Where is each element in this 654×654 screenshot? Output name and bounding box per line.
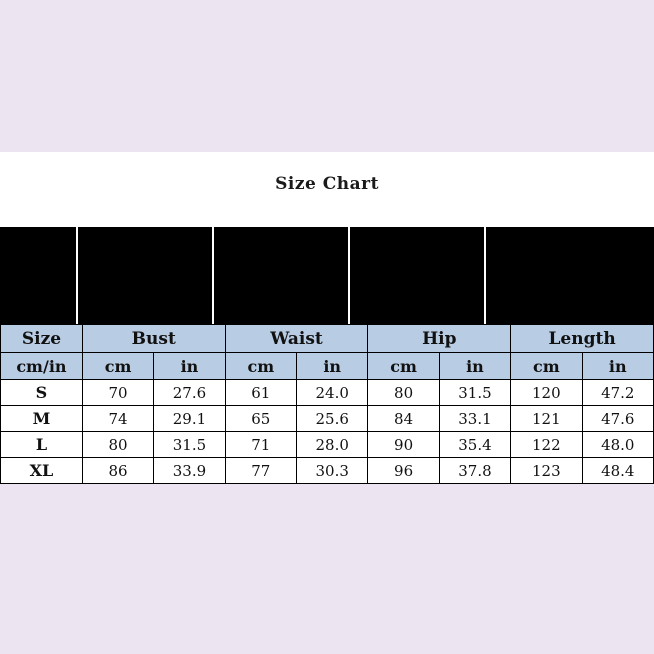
cell-hip-cm: 90 [368,432,439,458]
cell-hip-in: 37.8 [439,458,510,484]
cell-length-cm: 122 [511,432,582,458]
unit-bust-in: in [154,353,225,380]
cell-waist-in: 25.6 [297,406,368,432]
cell-length-cm: 121 [511,406,582,432]
unit-cmin: cm/in [1,353,83,380]
cell-waist-cm: 61 [225,380,296,406]
cell-waist-in: 28.0 [297,432,368,458]
cell-size: L [1,432,83,458]
unit-length-cm: cm [511,353,582,380]
cell-hip-in: 35.4 [439,432,510,458]
cell-waist-in: 24.0 [297,380,368,406]
cell-waist-cm: 77 [225,458,296,484]
table-row [1,380,654,406]
cell-bust-cm: 70 [82,380,153,406]
cell-waist-in: 30.3 [297,458,368,484]
unit-hip-in: in [439,353,510,380]
image-cell-5 [486,227,654,324]
cell-bust-in: 33.9 [154,458,225,484]
size-chart-block [0,152,654,484]
cell-size: S [1,380,83,406]
cell-bust-cm: 80 [82,432,153,458]
cell-waist-cm: 71 [225,432,296,458]
image-cell-3 [214,227,350,324]
cell-size: M [1,406,83,432]
title-area [0,152,654,227]
cell-length-cm: 120 [511,380,582,406]
size-table [0,324,654,484]
header-waist: Waist [225,325,368,353]
cell-hip-cm: 84 [368,406,439,432]
header-length: Length [511,325,654,353]
cell-length-cm: 123 [511,458,582,484]
cell-bust-cm: 86 [82,458,153,484]
unit-hip-cm: cm [368,353,439,380]
unit-bust-cm: cm [82,353,153,380]
table-unit-row [1,353,654,380]
table-row [1,406,654,432]
cell-hip-in: 31.5 [439,380,510,406]
cell-hip-cm: 80 [368,380,439,406]
unit-waist-in: in [297,353,368,380]
cell-length-in: 48.4 [582,458,653,484]
cell-bust-in: 27.6 [154,380,225,406]
cell-bust-in: 29.1 [154,406,225,432]
table-row [1,458,654,484]
table-row [1,432,654,458]
header-hip: Hip [368,325,511,353]
product-image-band [0,227,654,324]
cell-waist-cm: 65 [225,406,296,432]
image-cell-2 [78,227,214,324]
image-cell-4 [350,227,486,324]
image-cell-1 [0,227,78,324]
header-bust: Bust [82,325,225,353]
cell-hip-cm: 96 [368,458,439,484]
unit-length-in: in [582,353,653,380]
header-size: Size [1,325,83,353]
cell-length-in: 48.0 [582,432,653,458]
cell-size: XL [1,458,83,484]
page-title: Size Chart [275,174,379,194]
cell-bust-cm: 74 [82,406,153,432]
cell-length-in: 47.6 [582,406,653,432]
table-header-row [1,325,654,353]
cell-hip-in: 33.1 [439,406,510,432]
cell-length-in: 47.2 [582,380,653,406]
cell-bust-in: 31.5 [154,432,225,458]
unit-waist-cm: cm [225,353,296,380]
